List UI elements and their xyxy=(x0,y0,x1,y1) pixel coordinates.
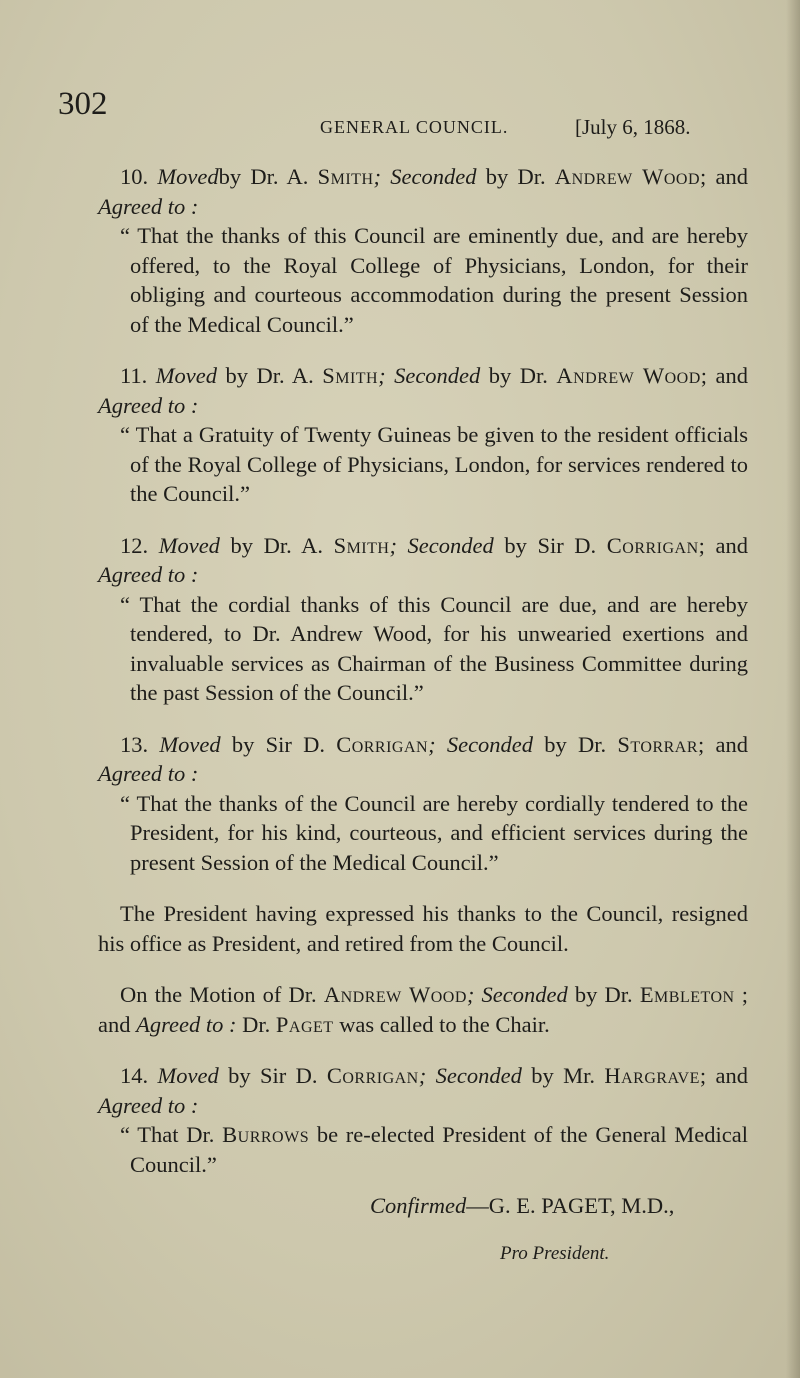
seconded-by: by Dr. xyxy=(480,363,557,388)
mover-name: Smith xyxy=(317,164,374,189)
moved-label: Moved xyxy=(157,1063,219,1088)
header-date: [July 6, 1868. xyxy=(575,115,691,139)
running-title: GENERAL COUNCIL. xyxy=(320,117,509,137)
resolution-13 xyxy=(98,730,748,878)
resolution-number: 12. xyxy=(120,532,149,558)
resolution-quote xyxy=(108,1120,748,1179)
signature-title: Pro President. xyxy=(500,1243,610,1264)
motion-end: ; and xyxy=(700,164,748,189)
resolution-number: 10. xyxy=(120,164,149,189)
resolution-14 xyxy=(98,1061,748,1179)
resolution-10 xyxy=(98,162,748,339)
moved-by: by Dr. A. xyxy=(219,532,334,558)
confirmed-by: —G. E. PAGET, M.D., xyxy=(466,1193,675,1218)
president-paragraph: The President having expressed his thanks to the Council, resigned his office as President, and retired from the Council. xyxy=(98,901,748,956)
motion-line xyxy=(98,531,748,590)
resolution-number: 14. xyxy=(120,1063,149,1088)
seconder-name: Embleton xyxy=(639,982,735,1007)
seconded-by: by Mr. xyxy=(521,1063,605,1088)
motion-line xyxy=(98,361,748,420)
mover-name: Smith xyxy=(333,532,390,558)
motion-end: ; and xyxy=(698,731,749,757)
confirmed-label: Confirmed xyxy=(370,1193,467,1218)
seconder-name: Storrar xyxy=(617,731,699,757)
motion-line xyxy=(98,1061,748,1120)
seconder-name: Hargrave xyxy=(604,1063,700,1088)
moved-by: by Dr. A. xyxy=(217,363,323,388)
moved-label: Moved xyxy=(159,731,221,757)
seconded-label: ; Seconded xyxy=(418,1063,522,1088)
motion-rest: was called to the Chair. xyxy=(333,1011,550,1037)
mover-name: Corrigan xyxy=(326,1063,419,1088)
motion-rest: Dr. xyxy=(236,1011,276,1037)
resolution-12 xyxy=(98,531,748,708)
motion-line xyxy=(98,730,748,789)
chair-motion-paragraph xyxy=(98,980,748,1039)
page-header xyxy=(0,0,800,140)
agreed-label: Agreed to : xyxy=(98,1092,199,1118)
motion-start: On the Motion of Dr. xyxy=(120,982,324,1007)
resolution-number: 11. xyxy=(120,363,148,388)
moved-label: Moved xyxy=(157,164,219,189)
motion-end: ; and xyxy=(698,532,748,558)
moved-by: by Dr. A. xyxy=(218,164,318,189)
agreed-label: Agreed to : xyxy=(98,392,199,418)
seconder-name: Andrew Wood xyxy=(556,363,701,388)
seconded-by: by Dr. xyxy=(567,982,640,1007)
quote-end: be re-elected President of the General Medical Council.” xyxy=(130,1122,749,1177)
moved-label: Moved xyxy=(155,363,217,388)
and-text: ; and xyxy=(98,982,749,1037)
mover-name: Andrew Wood xyxy=(323,982,467,1007)
chair-name: Paget xyxy=(275,1011,334,1037)
seconder-name: Andrew Wood xyxy=(554,164,700,189)
mover-name: Corrigan xyxy=(336,731,429,757)
agreed-label: Agreed to : xyxy=(98,562,199,587)
seconded-label: ; Seconded xyxy=(466,982,568,1007)
document-body xyxy=(98,162,748,1284)
quote-start: “ That Dr. xyxy=(120,1122,223,1147)
moved-label: Moved xyxy=(158,532,220,558)
seconded-label: ; Seconded xyxy=(378,363,481,388)
seconded-label: ; Seconded xyxy=(428,731,534,757)
resolution-number: 13. xyxy=(120,731,149,757)
moved-by: by Sir D. xyxy=(218,1063,327,1088)
motion-end: ; and xyxy=(699,1063,748,1088)
resolution-quote: “ That the thanks of the Council are hereby cordially tendered to the President, for his kind, courteous, and efficient services during the present Session of the Medical Council.” xyxy=(120,790,748,875)
motion-line xyxy=(98,162,748,221)
confirmation-line xyxy=(370,1191,748,1221)
moved-by: by Sir D. xyxy=(220,731,337,757)
seconded-by: by Dr. xyxy=(476,164,555,189)
motion-end: ; and xyxy=(700,363,748,388)
agreed-label: Agreed to : xyxy=(98,761,199,786)
seconded-by: by Dr. xyxy=(533,731,618,757)
agreed-label: Agreed to : xyxy=(98,193,199,219)
resolution-quote: “ That a Gratuity of Twenty Guineas be given to the resident officials of the Royal College of Physicians, London, for services rendered to the Council.” xyxy=(120,422,748,506)
mover-name: Smith xyxy=(322,363,379,388)
page-number: 302 xyxy=(58,86,108,122)
president-name: Burrows xyxy=(222,1122,310,1147)
seconded-label: ; Seconded xyxy=(389,532,494,558)
seconded-label: ; Seconded xyxy=(373,164,477,189)
seconder-name: Corrigan xyxy=(606,532,699,558)
resolution-quote: “ That the cordial thanks of this Council are due, and are hereby tendered, to Dr. Andrew Wood, for his unwearied exertions and invaluable services as Chairman of the Business Committee during the past Session of the Council.” xyxy=(120,591,748,705)
resolution-quote: “ That the thanks of this Council are eminently due, and are hereby offered, to the Royal College of Physicians, London, for their obliging and courteous accommodation during the present Session of the Medical Council.” xyxy=(120,223,748,337)
page-edge-shadow xyxy=(786,0,800,1378)
agreed-label: Agreed to : xyxy=(136,1011,237,1037)
resolution-11 xyxy=(98,361,748,509)
seconded-by: by Sir D. xyxy=(493,532,607,558)
